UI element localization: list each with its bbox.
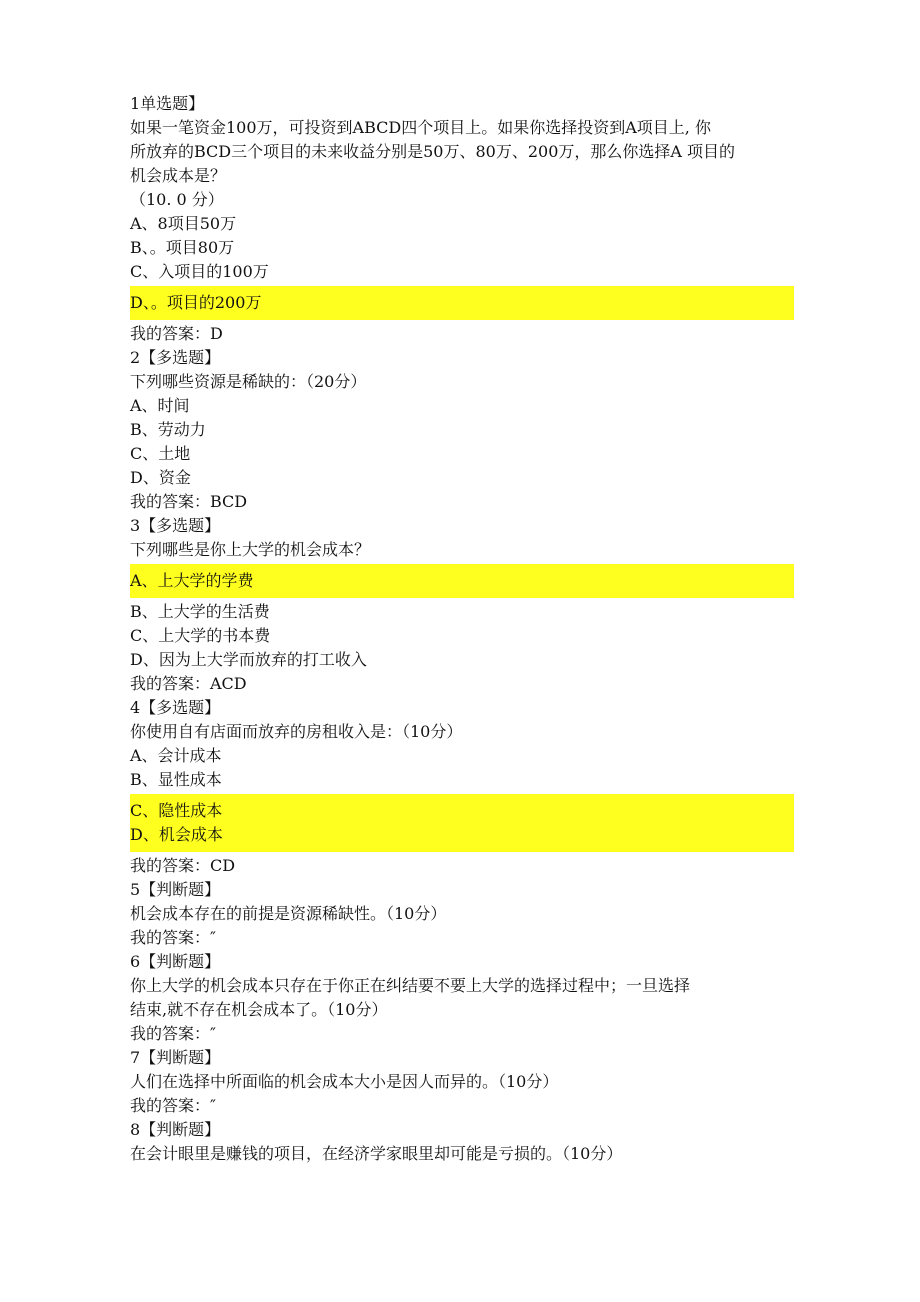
highlighted-option-block <box>130 286 794 320</box>
option-c: C、隐性成本 <box>130 801 223 820</box>
option-c: C、土地 <box>130 444 191 463</box>
highlighted-option-block <box>130 794 794 852</box>
question-6 <box>130 950 794 1046</box>
question-header: 3【多选题】 <box>130 516 221 535</box>
question-stem-line: 机会成本存在的前提是资源稀缺性。（10分） <box>130 904 447 923</box>
my-answer: 我的答案：″ <box>130 928 216 947</box>
question-stem-line: 如果一笔资金100万，可投资到ABCD四个项目上。如果你选择投资到A项目上, 你 <box>130 118 711 137</box>
option-d: D、机会成本 <box>130 825 223 844</box>
option-c: C、入项目的100万 <box>130 262 269 281</box>
my-answer: 我的答案：ACD <box>130 674 247 693</box>
question-3 <box>130 514 794 696</box>
my-answer: 我的答案：CD <box>130 856 236 875</box>
option-a: A、会计成本 <box>130 746 222 765</box>
question-header: 5【判断题】 <box>130 880 221 899</box>
option-d: D、资金 <box>130 468 191 487</box>
question-score: （10. 0 分） <box>130 190 224 209</box>
question-8 <box>130 1118 794 1166</box>
option-a: A、时间 <box>130 396 190 415</box>
question-stem-line: 下列哪些资源是稀缺的：（20分） <box>130 372 367 391</box>
option-b: B、显性成本 <box>130 770 222 789</box>
my-answer: 我的答案：″ <box>130 1024 216 1043</box>
question-header: 8【判断题】 <box>130 1120 221 1139</box>
my-answer: 我的答案：D <box>130 324 223 343</box>
question-stem-line: 在会计眼里是赚钱的项目，在经济学家眼里却可能是亏损的。（10分） <box>130 1144 623 1163</box>
option-b: B、劳动力 <box>130 420 206 439</box>
question-header: 7【判断题】 <box>130 1048 221 1067</box>
option-d: D、。项目的200万 <box>130 293 262 312</box>
question-stem-line: 你使用自有店面而放弃的房租收入是：（10分） <box>130 722 463 741</box>
question-stem-line: 下列哪些是你上大学的机会成本？ <box>130 540 371 559</box>
my-answer: 我的答案：BCD <box>130 492 248 511</box>
question-header: 2【多选题】 <box>130 348 221 367</box>
question-4 <box>130 696 794 878</box>
option-b: B、。项目80万 <box>130 238 235 257</box>
question-7 <box>130 1046 794 1118</box>
option-a: A、8项目50万 <box>130 214 237 233</box>
option-a: A、上大学的学费 <box>130 571 254 590</box>
quiz-document <box>130 92 794 1166</box>
question-stem-line: 机会成本是？ <box>130 166 227 185</box>
question-header: 1单选题】 <box>130 94 205 113</box>
question-1 <box>130 92 794 346</box>
question-5 <box>130 878 794 950</box>
question-stem-line: 你上大学的机会成本只存在于你正在纠结要不要上大学的选择过程中；一旦选择 <box>130 976 691 995</box>
question-stem-line: 所放弃的BCD三个项目的未来收益分别是50万、80万、200万，那么你选择A 项目的 <box>130 142 736 161</box>
question-stem-line: 结束,就不存在机会成本了。（10分） <box>130 1000 388 1019</box>
question-2 <box>130 346 794 514</box>
my-answer: 我的答案：″ <box>130 1096 216 1115</box>
question-header: 4【多选题】 <box>130 698 221 717</box>
highlighted-option-block <box>130 564 794 598</box>
option-b: B、上大学的生活费 <box>130 602 270 621</box>
question-header: 6【判断题】 <box>130 952 221 971</box>
question-stem-line: 人们在选择中所面临的机会成本大小是因人而异的。（10分） <box>130 1072 559 1091</box>
option-c: C、上大学的书本费 <box>130 626 271 645</box>
option-d: D、因为上大学而放弃的打工收入 <box>130 650 367 669</box>
